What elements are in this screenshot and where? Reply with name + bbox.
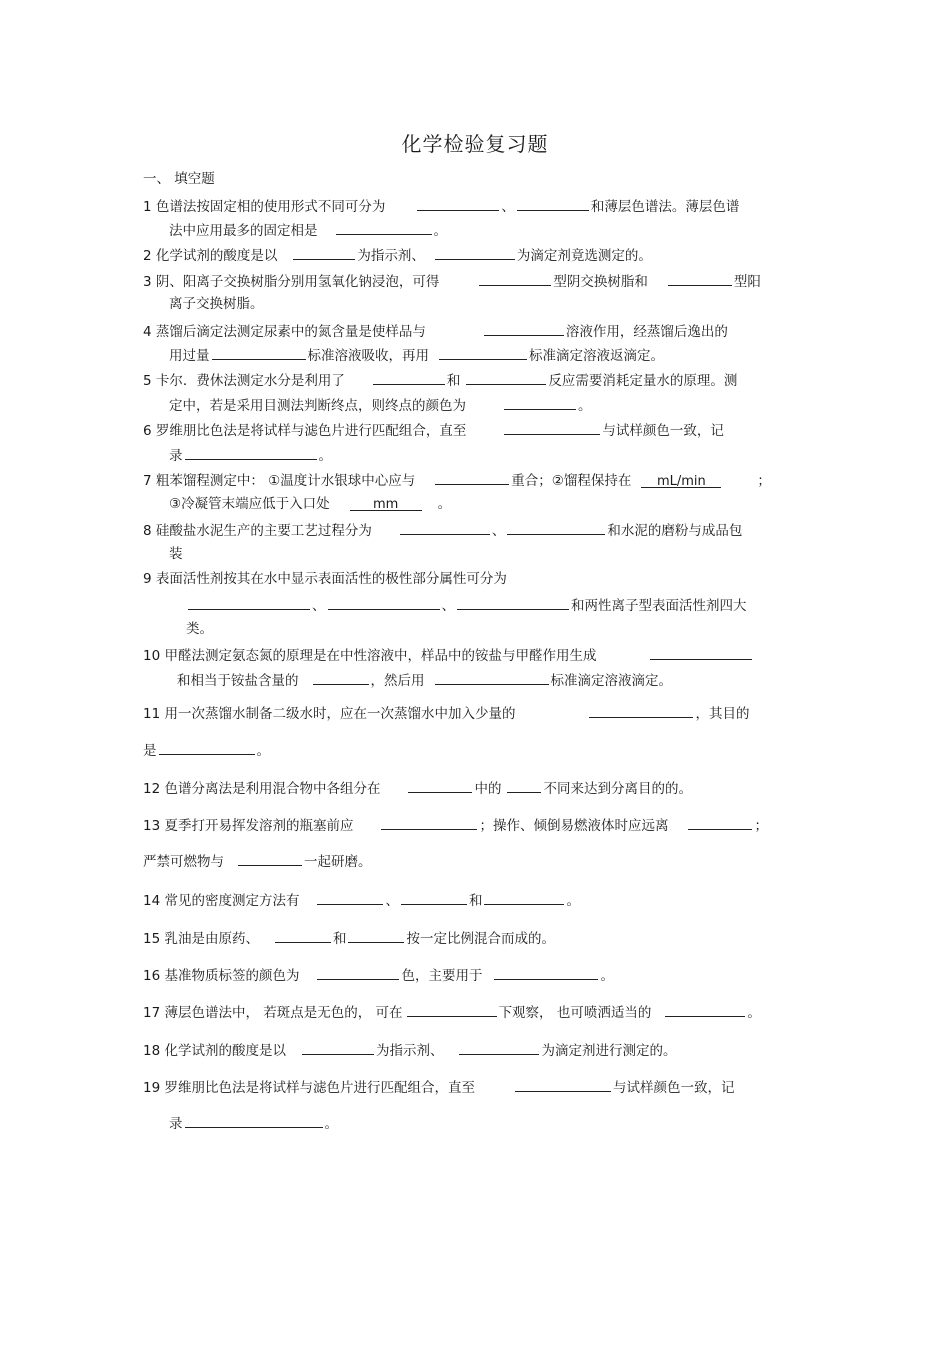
- answer-blank[interactable]: [517, 196, 589, 211]
- answer-blank[interactable]: [185, 1113, 323, 1128]
- answer-blank[interactable]: [435, 670, 549, 685]
- answer-blank[interactable]: [407, 1002, 497, 1017]
- page-title: 化学检验复习题: [401, 132, 549, 156]
- answer-blank[interactable]: [479, 271, 551, 286]
- answer-blank[interactable]: [504, 420, 600, 435]
- question-19-line-2: 录 。: [169, 1113, 338, 1133]
- answer-blank[interactable]: [275, 928, 331, 943]
- question-3-line-2: 离子交换树脂。: [169, 296, 264, 312]
- answer-blank[interactable]: [466, 370, 546, 385]
- answer-blank[interactable]: [650, 645, 752, 660]
- answer-blank[interactable]: [515, 1077, 611, 1092]
- answer-blank[interactable]: [400, 520, 490, 535]
- question-19-line-1: 19 罗维朋比色法是将试样与滤色片进行匹配组合，直至 与试样颜色一致，记: [143, 1077, 734, 1097]
- question-2: 2 化学试剂的酸度是以 为指示剂、 为滴定剂竟选测定的。: [143, 245, 652, 265]
- question-10-line-1: 10 甲醛法测定氨态氮的原理是在中性溶液中，样品中的铵盐与甲醛作用生成: [143, 645, 754, 665]
- question-1-line-1: 1 色谱法按固定相的使用形式不同可分为 、 和薄层色谱法。薄层色谱: [143, 196, 739, 216]
- question-4-line-1: 4 蒸馏后滴定法测定尿素中的氮含量是使样品与 溶液作用，经蒸馏后逸出的: [143, 321, 728, 341]
- answer-blank[interactable]: [293, 245, 355, 260]
- question-4-line-2: 用过量 标准溶液吸收，再用 标准滴定溶液返滴定。: [169, 345, 664, 365]
- answer-blank[interactable]: [665, 1002, 745, 1017]
- answer-blank[interactable]: [459, 1040, 539, 1055]
- question-14: 14 常见的密度测定方法有 、 和 。: [143, 890, 580, 910]
- unit-label: mL/min: [656, 474, 706, 489]
- answer-blank[interactable]: [408, 778, 472, 793]
- answer-blank[interactable]: [212, 345, 306, 360]
- question-7-line-1: 7 粗苯馏程测定中： ①温度计水银球中心应与 重合；②馏程保持在 mL/min ；: [143, 470, 771, 490]
- question-6-line-2: 录 。: [169, 445, 332, 465]
- question-15: 15 乳油是由原药、 和 按一定比例混合而成的。: [143, 928, 555, 948]
- section-heading: 一、 填空题: [143, 171, 215, 187]
- answer-blank[interactable]: [185, 445, 317, 460]
- question-12: 12 色谱分离法是利用混合物中各组分在 中的 不同来达到分离目的的。: [143, 778, 692, 798]
- question-8-line-2: 装: [169, 546, 183, 562]
- question-9-line-3: 类。: [186, 621, 213, 637]
- answer-blank[interactable]: [188, 595, 310, 610]
- answer-blank-depth[interactable]: [350, 496, 422, 511]
- answer-blank[interactable]: [159, 740, 255, 755]
- answer-blank[interactable]: [439, 345, 527, 360]
- answer-blank[interactable]: [348, 928, 404, 943]
- answer-blank[interactable]: [435, 245, 515, 260]
- answer-blank[interactable]: [381, 815, 477, 830]
- answer-blank[interactable]: [457, 595, 569, 610]
- answer-blank[interactable]: [317, 965, 399, 980]
- question-18: 18 化学试剂的酸度是以 为指示剂、 为滴定剂进行测定的。: [143, 1040, 676, 1060]
- answer-blank[interactable]: [668, 271, 732, 286]
- question-11-line-1: 11 用一次蒸馏水制备二级水时，应在一次蒸馏水中加入少量的 ，其目的: [143, 703, 749, 723]
- answer-blank[interactable]: [373, 370, 445, 385]
- answer-blank[interactable]: [589, 703, 693, 718]
- question-13-line-1: 13 夏季打开易挥发溶剂的瓶塞前应 ；操作、倾倒易燃液体时应远离 ；: [143, 815, 768, 835]
- answer-blank[interactable]: [302, 1040, 374, 1055]
- unit-label: mm: [372, 497, 399, 512]
- answer-blank[interactable]: [507, 778, 541, 793]
- answer-blank[interactable]: [328, 595, 440, 610]
- question-5-line-2: 定中，若是采用目测法判断终点，则终点的颜色为 。: [169, 395, 592, 415]
- answer-blank[interactable]: [435, 470, 509, 485]
- answer-blank[interactable]: [504, 395, 576, 410]
- question-7-line-2: ③冷凝管末端应低于入口处 mm 。: [169, 496, 452, 512]
- answer-blank[interactable]: [336, 220, 432, 235]
- question-10-line-2: 和相当于铵盐含量的 ，然后用 标准滴定溶液滴定。: [177, 670, 672, 690]
- answer-blank[interactable]: [417, 196, 499, 211]
- answer-blank[interactable]: [484, 321, 564, 336]
- question-9-line-2: 、 、 和两性离子型表面活性剂四大: [186, 595, 747, 615]
- answer-blank[interactable]: [238, 851, 302, 866]
- answer-blank-flow-rate[interactable]: [641, 473, 721, 488]
- question-17: 17 薄层色谱法中， 若斑点是无色的， 可在 下观察， 也可喷洒适当的 。: [143, 1002, 761, 1022]
- question-3-line-1: 3 阴、阳离子交换树脂分别用氢氧化钠浸泡，可得 型阴交换树脂和 型阳: [143, 271, 761, 291]
- question-11-line-2: 是 。: [143, 740, 270, 760]
- answer-blank[interactable]: [317, 890, 383, 905]
- question-9-line-1: 9 表面活性剂按其在水中显示表面活性的极性部分属性可分为: [143, 571, 507, 587]
- question-8-line-1: 8 硅酸盐水泥生产的主要工艺过程分为 、 和水泥的磨粉与成品包: [143, 520, 742, 540]
- question-6-line-1: 6 罗维朋比色法是将试样与滤色片进行匹配组合，直至 与试样颜色一致，记: [143, 420, 724, 440]
- answer-blank[interactable]: [494, 965, 598, 980]
- answer-blank[interactable]: [401, 890, 467, 905]
- question-16: 16 基准物质标签的颜色为 色，主要用于 。: [143, 965, 614, 985]
- answer-blank[interactable]: [313, 670, 369, 685]
- answer-blank[interactable]: [507, 520, 605, 535]
- question-5-line-1: 5 卡尔．费休法测定水分是利用了 和 反应需要消耗定量水的原理。测: [143, 370, 737, 390]
- answer-blank[interactable]: [484, 890, 564, 905]
- question-1-line-2: 法中应用最多的固定相是 。: [169, 220, 447, 240]
- answer-blank[interactable]: [688, 815, 752, 830]
- question-13-line-2: 严禁可燃物与 一起研磨。: [143, 851, 372, 871]
